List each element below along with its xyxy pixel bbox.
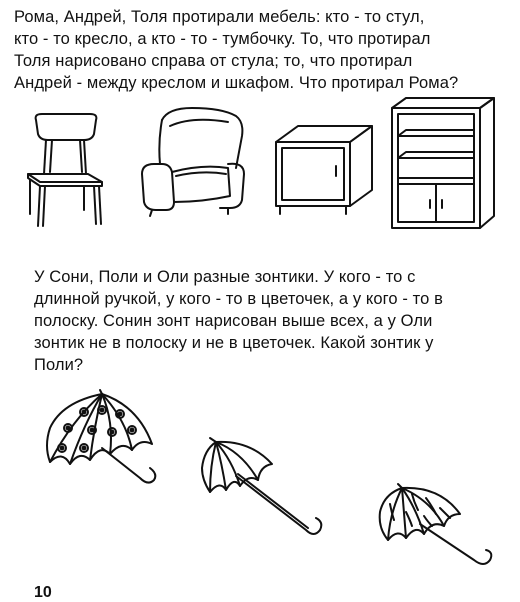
striped-umbrella-picture (374, 480, 514, 576)
text-line: Толя нарисовано справа от стула; то, что протирал (14, 52, 413, 70)
armchair-picture (132, 106, 252, 220)
text-line: полоску. Сонин зонт нарисован выше всех, а у Оли (34, 312, 433, 330)
text-line: У Сони, Поли и Оли разные зонтики. У кого - то с (34, 268, 416, 286)
puzzle-1-text (14, 6, 506, 94)
text-line: Рома, Андрей, Толя протирали мебель: кто - то стул, (14, 8, 425, 26)
text-line: длинной ручкой, у кого - то в цветочек, а у кого - то в (34, 290, 443, 308)
nightstand-picture (272, 124, 376, 220)
text-line: Поли? (34, 356, 84, 374)
page-number: 10 (34, 584, 52, 601)
puzzle-2-text (34, 266, 512, 376)
chair-picture (22, 112, 112, 230)
text-line: зонтик не в полоску и не в цветочек. Какой зонтик у (34, 334, 434, 352)
bookcase-picture (388, 96, 500, 232)
long-handle-umbrella-picture (196, 434, 332, 554)
flowered-umbrella-picture (40, 388, 170, 500)
text-line: кто - то кресло, а кто - то - тумбочку. То, что протирал (14, 30, 431, 48)
text-line: Андрей - между креслом и шкафом. Что протирал Рома? (14, 74, 459, 92)
